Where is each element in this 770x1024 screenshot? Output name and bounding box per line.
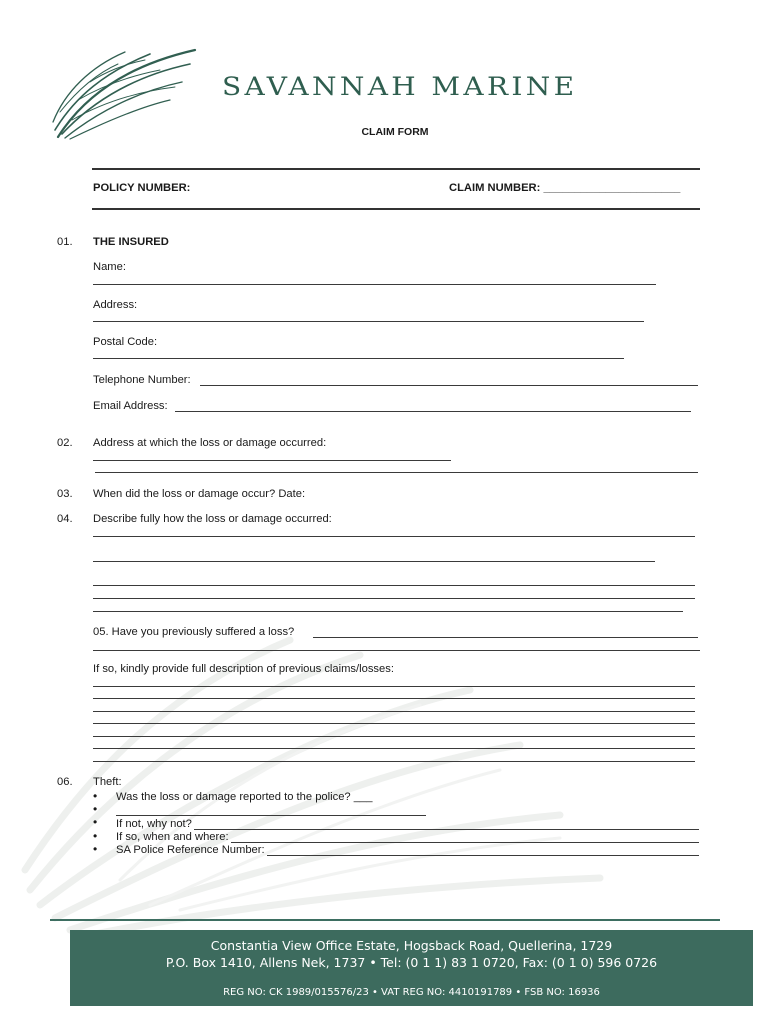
- loss-address-field-1[interactable]: [93, 460, 451, 461]
- previous-claims-label: If so, kindly provide full description of previous claims/losses:: [93, 663, 394, 675]
- previous-claims-line-6[interactable]: [93, 748, 695, 749]
- theft-item-police-ref: [93, 843, 699, 856]
- section-05-rule: [93, 650, 700, 651]
- form-title: CLAIM FORM: [361, 126, 429, 138]
- loss-address-label: Address at which the loss or damage occurred:: [93, 437, 327, 449]
- address-label: Address:: [93, 299, 138, 311]
- theft-questions: [93, 790, 699, 856]
- theft-item-why-not: [93, 816, 699, 829]
- telephone-field[interactable]: [200, 385, 698, 386]
- policy-number-label: POLICY NUMBER:: [93, 182, 191, 194]
- section-06-number: 06.: [57, 776, 73, 788]
- theft-item-label: • If so, when and where:: [116, 830, 229, 843]
- previous-claims-line-4[interactable]: [93, 723, 695, 724]
- description-line-3[interactable]: [93, 585, 695, 586]
- theft-item-blank: [93, 803, 699, 816]
- section-03-number: 03.: [57, 488, 73, 500]
- previous-claims-line-1[interactable]: [93, 686, 695, 687]
- previous-claims-line-3[interactable]: [93, 711, 695, 712]
- footer-registration: REG NO: CK 1989/015576/23 • VAT REG NO: 4410191789 • FSB NO: 16936: [223, 987, 600, 998]
- email-field[interactable]: [175, 411, 691, 412]
- theft-item-police-report: [93, 790, 699, 803]
- theft-item-label: • SA Police Reference Number:: [116, 843, 265, 856]
- footer-rule: [50, 919, 720, 921]
- previous-loss-field[interactable]: [313, 637, 698, 638]
- section-01-number: 01.: [57, 236, 73, 248]
- police-reference-field[interactable]: [267, 845, 699, 856]
- email-label: Email Address:: [93, 400, 168, 412]
- previous-loss-question: 05. Have you previously suffered a loss?: [93, 626, 295, 638]
- header-rule-top: [92, 168, 700, 170]
- brand-name: SAVANNAH MARINE: [222, 72, 578, 101]
- section-04-number: 04.: [57, 513, 73, 525]
- postal-code-label: Postal Code:: [93, 336, 158, 348]
- footer-address: Constantia View Office Estate, Hogsback Road, Quellerina, 1729: [210, 938, 613, 953]
- description-line-1[interactable]: [93, 536, 695, 537]
- telephone-label: Telephone Number:: [93, 374, 191, 386]
- postal-code-field[interactable]: [93, 358, 624, 359]
- header-rule-bottom: [92, 208, 700, 210]
- theft-item-label: • Was the loss or damage reported to the police? ___: [116, 791, 373, 804]
- theft-heading: Theft:: [93, 776, 122, 788]
- name-label: Name:: [93, 261, 126, 273]
- description-line-2[interactable]: [93, 561, 655, 562]
- description-line-5[interactable]: [93, 611, 683, 612]
- loss-description-label: Describe fully how the loss or damage occurred:: [93, 513, 332, 525]
- previous-claims-line-2[interactable]: [93, 698, 695, 699]
- address-field[interactable]: [93, 321, 644, 322]
- theft-blank-field[interactable]: [116, 806, 426, 816]
- when-where-field[interactable]: [231, 832, 699, 843]
- why-not-field[interactable]: [194, 819, 699, 830]
- theft-item-label: • If not, why not?: [116, 817, 192, 830]
- section-02-number: 02.: [57, 437, 73, 449]
- theft-item-when-where: [93, 830, 699, 843]
- loss-address-field-2[interactable]: [95, 472, 698, 473]
- previous-claims-line-7[interactable]: [93, 761, 695, 762]
- description-line-4[interactable]: [93, 598, 695, 599]
- claim-number-label: CLAIM NUMBER: ______________________: [449, 182, 681, 194]
- name-field[interactable]: [93, 284, 656, 285]
- previous-claims-line-5[interactable]: [93, 736, 695, 737]
- footer-banner: [70, 930, 753, 1006]
- loss-date-label: When did the loss or damage occur? Date:: [93, 488, 306, 500]
- section-01-heading: THE INSURED: [93, 236, 169, 248]
- footer-contact: P.O. Box 1410, Allens Nek, 1737 • Tel: (0 1 1) 83 1 0720, Fax: (0 1 0) 596 0726: [165, 955, 658, 970]
